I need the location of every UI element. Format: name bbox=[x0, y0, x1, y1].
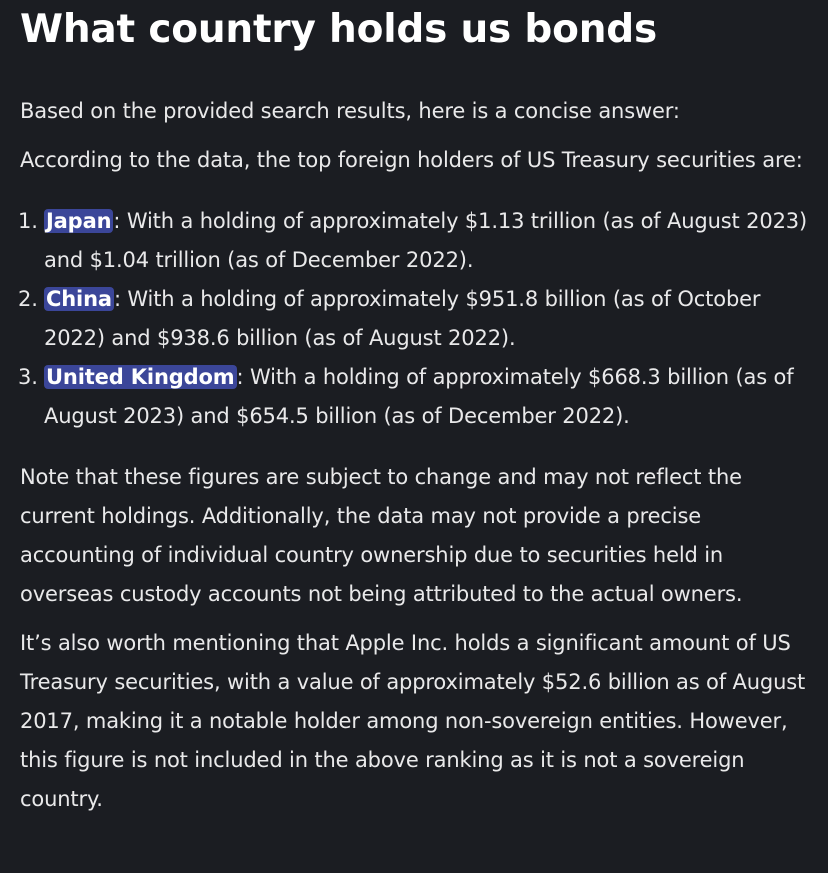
list-item bbox=[20, 358, 808, 436]
holder-detail: : With a holding of approximately $951.8 billion (as of October 2022) and $938.6 billion (as of August 2022). bbox=[44, 287, 761, 350]
country-highlight-japan: Japan bbox=[46, 209, 112, 233]
page-title: What country holds us bonds bbox=[20, 7, 658, 52]
holder-detail: : With a holding of approximately $1.13 trillion (as of August 2023) and $1.04 trillion (as of December 2022). bbox=[44, 209, 808, 272]
country-highlight-united-kingdom: United Kingdom bbox=[46, 365, 235, 389]
apple-note-paragraph: It’s also worth mentioning that Apple Inc. holds a significant amount of US Treasury securities, with a value of approximately $52.6 billion as of August 2017, making it a notable holder among non-sovereign entities. However, this figure is not included in the above ranking as it is not a sovereign country. bbox=[20, 631, 806, 811]
holders-list bbox=[20, 202, 808, 436]
country-highlight-china: China bbox=[46, 287, 112, 311]
intro-subtext: According to the data, the top foreign holders of US Treasury securities are: bbox=[20, 148, 803, 172]
intro-text: Based on the provided search results, here is a concise answer: bbox=[20, 99, 680, 123]
list-number: 3. bbox=[18, 365, 38, 389]
list-item bbox=[20, 202, 808, 280]
note-paragraph: Note that these figures are subject to change and may not reflect the current holdings. Additionally, the data may not provide a precise accounting of individual country ownership due to securities held in overseas custody accounts not being attributed to the actual owners. bbox=[20, 465, 743, 606]
list-number: 1. bbox=[18, 209, 38, 233]
list-item bbox=[20, 280, 808, 358]
holder-detail: : With a holding of approximately $668.3 billion (as of August 2023) and $654.5 billion (as of December 2022). bbox=[44, 365, 794, 428]
list-number: 2. bbox=[18, 287, 38, 311]
